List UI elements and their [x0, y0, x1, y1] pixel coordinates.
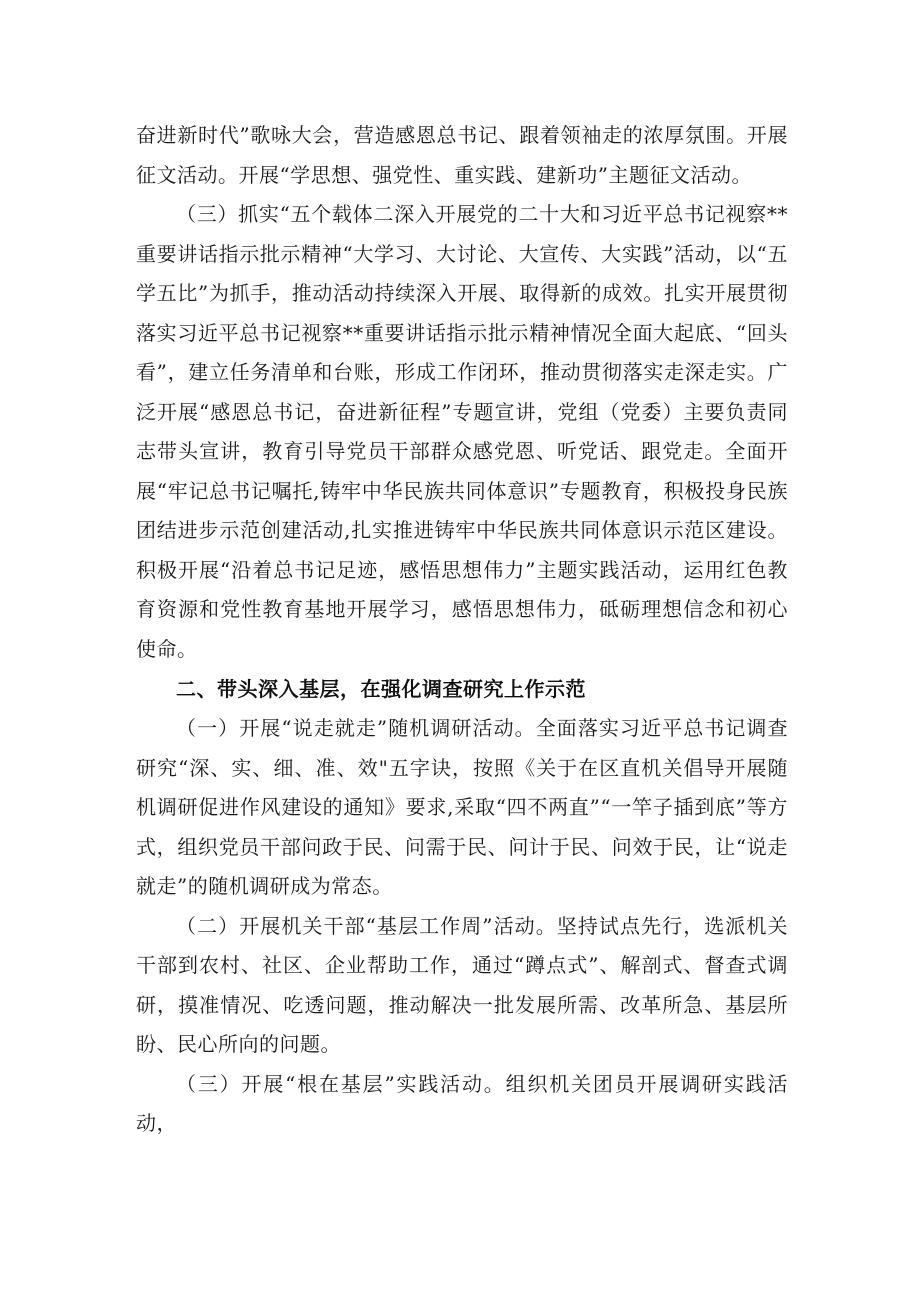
section-heading-2: 二、带头深入基层，在强化调查研究上作示范	[176, 677, 586, 701]
continuation-paragraph: 奋进新时代”歌咏大会，营造感恩总书记、跟着领袖走的浓厚氛围。开展征文活动。开展“学思想、强党性、重实践、建新功”主题征文活动。	[136, 123, 788, 187]
paragraph-item-3-carriers: （三）抓实“五个载体二深入开展党的二十大和习近平总书记视察**重要讲话指示批示精神“大学习、大讨论、大宣传、大实践”活动，以“五学五比”为抓手，推动活动持续深入开展、取得新的成效。扎实开展贯彻落实习近平总书记视察**重要讲话指示批示精神情况全面大起底、“回头看”，建立任务清单和台账，形成工作闭环，推动贯彻落实走深走实。广泛开展“感恩总书记，奋进新征程”专题宣讲，党组（党委）主要负责同志带头宣讲，教育引导党员干部群众感党恩、听党话、跟党走。全面开展“牢记总书记嘱托,铸牢中华民族共同体意识”专题教育，积极投身民族团结进步示范创建活动,扎实推进铸牢中华民族共同体意识示范区建设。积极开展“沿着总书记足迹，感悟思想伟力”主题实践活动，运用红色教育资源和党性教育基地开展学习，感悟思想伟力，砥砺理想信念和初心使命。	[136, 202, 788, 661]
paragraph-item-2-grassroots-week: （二）开展机关干部“基层工作周”活动。坚持试点先行，选派机关干部到农村、社区、企业帮助工作，通过“蹲点式”、解剖式、督查式调研，摸准情况、吃透问题，推动解决一批发展所需、改革所急、基层所盼、民心所向的问题。	[136, 913, 788, 1056]
paragraph-item-3-roots: （三）开展“根在基层”实践活动。组织机关团员开展调研实践活动，	[136, 1071, 788, 1135]
paragraph-item-1-research: （一）开展“说走就走”随机调研活动。全面落实习近平总书记调查研究“深、实、细、准、效"五字诀，按照《关于在区直机关倡导开展随机调研促进作风建设的通知》要求,采取“四不两直”“一竿子插到底”等方式，组织党员干部问政于民、问需于民、问计于民、问效于民，让“说走就走”的随机调研成为常态。	[136, 716, 788, 898]
